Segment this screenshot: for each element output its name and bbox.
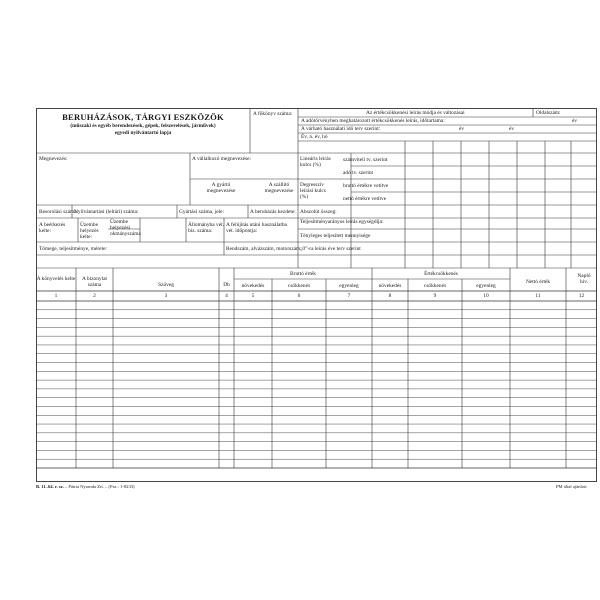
ev-label-1: év bbox=[572, 118, 578, 124]
tomeg-label: Tömege, teljesítménye, mérete: bbox=[39, 246, 107, 252]
col-header-naplo: Napló hiv. bbox=[577, 273, 591, 285]
szallito-label: A szállító megnevezése bbox=[264, 182, 294, 194]
allomanyba-label: Állományba vét. biz. száma: bbox=[188, 222, 224, 234]
zero-writeoff-label: „0”-ra leírás éve terv szerint bbox=[300, 246, 361, 252]
col-number: 2 bbox=[93, 293, 96, 299]
col-header-szoveg: Szöveg bbox=[158, 282, 174, 288]
beerkezes-label: A beérkezés kelte: bbox=[39, 222, 66, 234]
asset-register-form bbox=[36, 108, 597, 482]
degressive-rate-label: Degresszív leírási kulcs (%) bbox=[300, 182, 326, 200]
performance-rate-label: Teljesítményarányos leírás egységdíja: bbox=[300, 219, 384, 225]
col-header-brutto: Bruttó érték bbox=[290, 271, 316, 277]
rendszam-label: Rendszám, alvázszám, motorszám: bbox=[226, 246, 302, 252]
footer-left bbox=[36, 484, 135, 489]
col-number: 4 bbox=[225, 293, 228, 299]
ev-label-2: év bbox=[459, 126, 465, 132]
col-number: 11 bbox=[535, 293, 541, 299]
col-header-netto: Nettó érték bbox=[525, 279, 551, 285]
form-title: BERUHÁZÁSOK, TÁRGYI ESZKÖZÖK bbox=[62, 112, 224, 122]
printer-info: – Pátria Nyomda Zrt. – (Fsz.: 1-8233) bbox=[63, 484, 135, 489]
form-code: B. 11–64. r. sz. bbox=[36, 484, 64, 489]
tax-law-label: A adótörvényben meghatározott értékcsökkenés leírás, időtartama: bbox=[301, 118, 445, 124]
col-number: 10 bbox=[483, 293, 489, 299]
method-label: Az értékcsökkenési leírás módja és változásai bbox=[366, 110, 465, 116]
degressive-gross: bruttó értékre vetítve bbox=[343, 183, 389, 189]
vallalkozo-label: A vállalkozó megnevezése: bbox=[192, 156, 251, 162]
gyartasi-label: Gyártási száma, jele: bbox=[179, 209, 225, 215]
expected-life-label: A várható használati idő terv szerint: bbox=[301, 126, 381, 132]
col-number: 7 bbox=[347, 293, 351, 299]
gyarto-label: A gyártó megnevezése bbox=[206, 182, 236, 194]
absolute-amount-label: Abszolút összeg: bbox=[300, 209, 337, 215]
form-subtitle: (műszaki és egyéb berendezések, gépek, felszerelések, járművek) bbox=[70, 123, 216, 129]
col-header-db: Db bbox=[223, 282, 230, 288]
col-header-csokkenes-1: csökkenés bbox=[287, 283, 311, 289]
col-number: 9 bbox=[433, 293, 437, 299]
beruhazas-kezdete-label: A beruházás kezdete: bbox=[250, 209, 296, 215]
linear-rate-accounting: számviteli tv. szerint bbox=[343, 157, 388, 163]
megnevezes-label: Megnevezés: bbox=[39, 156, 68, 162]
fokonyv-label: A főkönyv száma: bbox=[253, 111, 293, 117]
ev-label-3: év bbox=[509, 126, 515, 132]
col-number: 6 bbox=[297, 293, 301, 299]
date-label: Év, n. év, hó bbox=[301, 134, 328, 140]
col-header-egyenleg-1: egyenleg bbox=[339, 283, 359, 289]
col-number: 12 bbox=[578, 293, 585, 299]
col-header-novekedes-2: növekedés bbox=[378, 283, 402, 289]
col-number: 5 bbox=[251, 293, 255, 299]
form-subtitle-2: egyedi nyilvántartó lapja bbox=[114, 130, 172, 136]
page-number-label: Oldalszám: bbox=[536, 110, 561, 116]
besorolasi-label: Besorolási száma: bbox=[39, 209, 79, 215]
col-header-egyenleg-2: egyenleg bbox=[476, 283, 496, 289]
nyilvantartasi-label: Nyilvántartási (leltári) száma: bbox=[74, 209, 139, 215]
uzembe-label: Üzembe helyezés kelte: bbox=[80, 222, 99, 240]
col-header-ertekcsokkenes: Értékcsökkenés bbox=[424, 271, 458, 277]
col-header-bizonylat: A bizonylat száma bbox=[81, 276, 107, 288]
col-number: 3 bbox=[164, 293, 168, 299]
linear-rate-tax: adó tv. szerint bbox=[343, 170, 374, 176]
col-header-csokkenes-2: csökkenés bbox=[423, 283, 447, 289]
actual-performance-label: Tényleges teljesített mennyisége bbox=[300, 233, 371, 239]
uzembe-okmany-label: Üzembe helyezési okmányszáma bbox=[110, 219, 141, 237]
felujitas-label: A felújítás utáni használatba vét. időpontja: bbox=[226, 222, 287, 234]
col-header-novekedes-1: növekedés bbox=[241, 283, 265, 289]
linear-rate-label: Lineáris leírás kulcs (%) bbox=[300, 156, 331, 168]
col-number: 1 bbox=[54, 293, 58, 299]
degressive-net: nettó értékre vetítve bbox=[343, 196, 387, 202]
col-number: 8 bbox=[388, 293, 392, 299]
col-header-kelte: A könyvelés kelte bbox=[36, 276, 76, 282]
footer-right: PM által ajánlott bbox=[556, 484, 587, 489]
